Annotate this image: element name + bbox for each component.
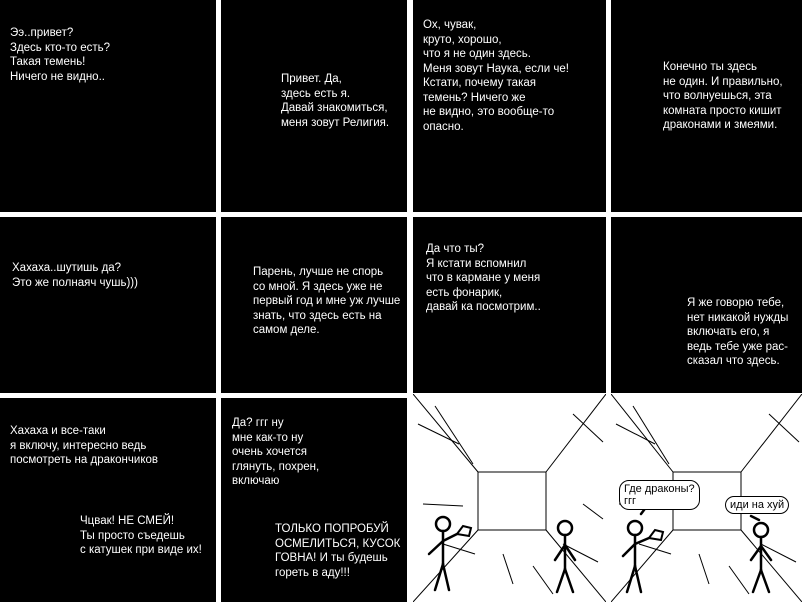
panel-2-text: Привет. Да, здесь есть я. Давай знакомиться, меня зовут Религия.: [281, 73, 390, 129]
panel-10-text-2: ТОЛЬКО ПОПРОБУЙ ОСМЕЛИТЬСЯ, КУСОК ГОВНА! И ты будешь гореть в аду!!!: [275, 523, 401, 579]
panel-8-text: Я же говорю тебе, нет никакой нужды включать его, я ведь тебе уже рас- сказал что здесь.: [687, 297, 789, 367]
lit-room-drawing: [413, 394, 606, 602]
panel-1-text: Ээ..привет? Здесь кто-то есть? Такая темень! Ничего не видно..: [10, 27, 111, 83]
panel-9-text-2: Чцвак! НЕ СМЕЙ! Ты просто съедешь с катушек при виде их!: [80, 515, 202, 556]
panel-10-text: Да? ггг ну мне как-то ну очень хочется глянуть, похрен, включаю: [232, 417, 320, 487]
panel-4-text: Конечно ты здесь не один. И правильно, что волнуешься, эта комната просто кишит драконами и змеями.: [663, 61, 783, 131]
panel-6-text: Парень, лучше не спорь со мной. Я здесь уже не первый год и мне уж лучше знать, что здесь есть на самом деле.: [253, 266, 401, 336]
comic-panel-1: [0, 0, 216, 212]
comic-panel-11: [413, 394, 606, 602]
comic-panel-9: [0, 398, 216, 602]
speech-bubble-2: иди на хуй: [725, 496, 789, 514]
comic-panel-4: [611, 0, 802, 212]
comic-panel-6: [221, 217, 407, 393]
panel-7-text: Да что ты? Я кстати вспомнил что в кармане у меня есть фонарик, давай ка посмотрим..: [426, 243, 541, 313]
panel-9-text: Хахаха и все-таки я включу, интересно ведь посмотреть на дракончиков: [10, 425, 158, 466]
comic-panel-10: [221, 398, 407, 602]
panel-3-text: Ох, чувак, круто, хорошо, что я не один здесь. Меня зовут Наука, если че! Кстати, почему такая темень? Ничего же не видно, это вообще-то опасно.: [423, 19, 569, 133]
comic-panel-12: [611, 394, 802, 602]
comic-panel-5: [0, 217, 216, 393]
speech-bubble-1: Где драконы? ггг: [619, 480, 700, 510]
comic-panel-2: [221, 0, 407, 212]
comic-panel-8: [611, 217, 802, 393]
panel-5-text: Хахаха..шутишь да? Это же полнаяч чушь))): [12, 262, 138, 289]
comic-panel-3: [413, 0, 606, 212]
comic-panel-7: [413, 217, 606, 393]
